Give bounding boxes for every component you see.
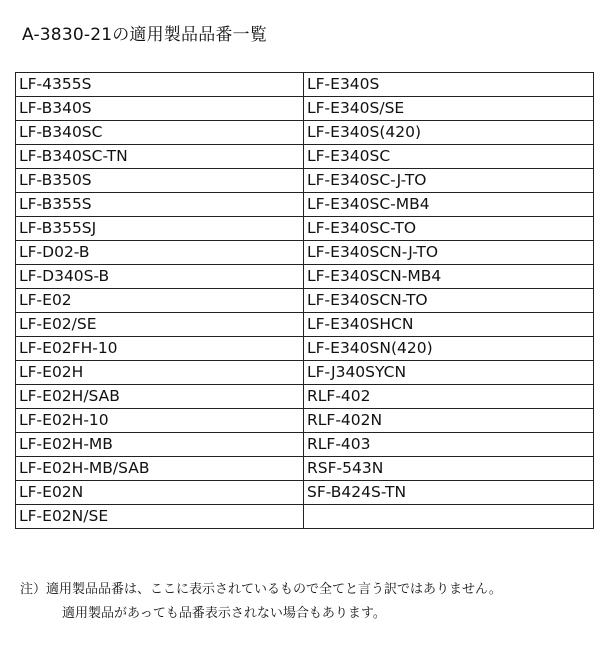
part-number-cell-right: LF-E340SC-TO <box>304 217 594 241</box>
part-number-cell-right: LF-E340SCN-MB4 <box>304 265 594 289</box>
table-row <box>16 193 594 217</box>
part-number-cell-left: LF-E02 <box>16 289 304 313</box>
part-number-cell-left: LF-B340S <box>16 97 304 121</box>
part-number-cell-left: LF-E02H/SAB <box>16 385 304 409</box>
part-number-cell-right: LF-E340SCN-J-TO <box>304 241 594 265</box>
footnote-line-1: 注）適用製品品番は、ここに表示されているもので全てと言う訳ではありません。 <box>20 582 502 597</box>
page-title: A-3830-21の適用製品品番一覧 <box>22 25 268 45</box>
part-number-cell-right: LF-E340SC-MB4 <box>304 193 594 217</box>
table-row <box>16 169 594 193</box>
table-row <box>16 145 594 169</box>
part-number-cell-right: RLF-402 <box>304 385 594 409</box>
table-row <box>16 289 594 313</box>
part-number-cell-right: SF-B424S-TN <box>304 481 594 505</box>
table-row <box>16 337 594 361</box>
part-number-cell-right: LF-J340SYCN <box>304 361 594 385</box>
part-number-cell-right: RLF-403 <box>304 433 594 457</box>
table-row <box>16 97 594 121</box>
part-number-cell-left: LF-E02H-10 <box>16 409 304 433</box>
table-row <box>16 265 594 289</box>
part-number-cell-right: LF-E340S(420) <box>304 121 594 145</box>
product-number-table <box>15 72 594 529</box>
table-row <box>16 217 594 241</box>
part-number-cell-right: LF-E340S <box>304 73 594 97</box>
table-row <box>16 505 594 529</box>
part-number-cell-left: LF-B350S <box>16 169 304 193</box>
table-row <box>16 241 594 265</box>
part-number-cell-left: LF-B355S <box>16 193 304 217</box>
part-number-cell-left: LF-E02H-MB/SAB <box>16 457 304 481</box>
footnote <box>20 578 502 626</box>
part-number-cell-left: LF-B340SC-TN <box>16 145 304 169</box>
part-number-cell-left: LF-E02/SE <box>16 313 304 337</box>
part-number-cell-left: LF-E02N/SE <box>16 505 304 529</box>
part-number-cell-left: LF-D02-B <box>16 241 304 265</box>
part-number-cell-left: LF-E02FH-10 <box>16 337 304 361</box>
part-number-cell-left: LF-E02N <box>16 481 304 505</box>
table-row <box>16 409 594 433</box>
table-row <box>16 121 594 145</box>
part-number-cell-right <box>304 505 594 529</box>
part-number-cell-right: LF-E340SHCN <box>304 313 594 337</box>
part-number-cell-left: LF-B340SC <box>16 121 304 145</box>
part-number-cell-left: LF-E02H <box>16 361 304 385</box>
table-row <box>16 481 594 505</box>
part-number-cell-right: LF-E340SC-J-TO <box>304 169 594 193</box>
table-row <box>16 361 594 385</box>
part-number-cell-left: LF-4355S <box>16 73 304 97</box>
product-number-table-body <box>16 73 594 529</box>
part-number-cell-left: LF-D340S-B <box>16 265 304 289</box>
part-number-cell-left: LF-B355SJ <box>16 217 304 241</box>
part-number-cell-left: LF-E02H-MB <box>16 433 304 457</box>
part-number-cell-right: LF-E340SC <box>304 145 594 169</box>
table-row <box>16 433 594 457</box>
table-row <box>16 385 594 409</box>
part-number-cell-right: RSF-543N <box>304 457 594 481</box>
table-row <box>16 73 594 97</box>
part-number-cell-right: RLF-402N <box>304 409 594 433</box>
part-number-cell-right: LF-E340S/SE <box>304 97 594 121</box>
part-number-cell-right: LF-E340SN(420) <box>304 337 594 361</box>
table-row <box>16 457 594 481</box>
part-number-cell-right: LF-E340SCN-TO <box>304 289 594 313</box>
table-row <box>16 313 594 337</box>
footnote-line-2: 適用製品があっても品番表示されない場合もあります。 <box>62 606 386 621</box>
